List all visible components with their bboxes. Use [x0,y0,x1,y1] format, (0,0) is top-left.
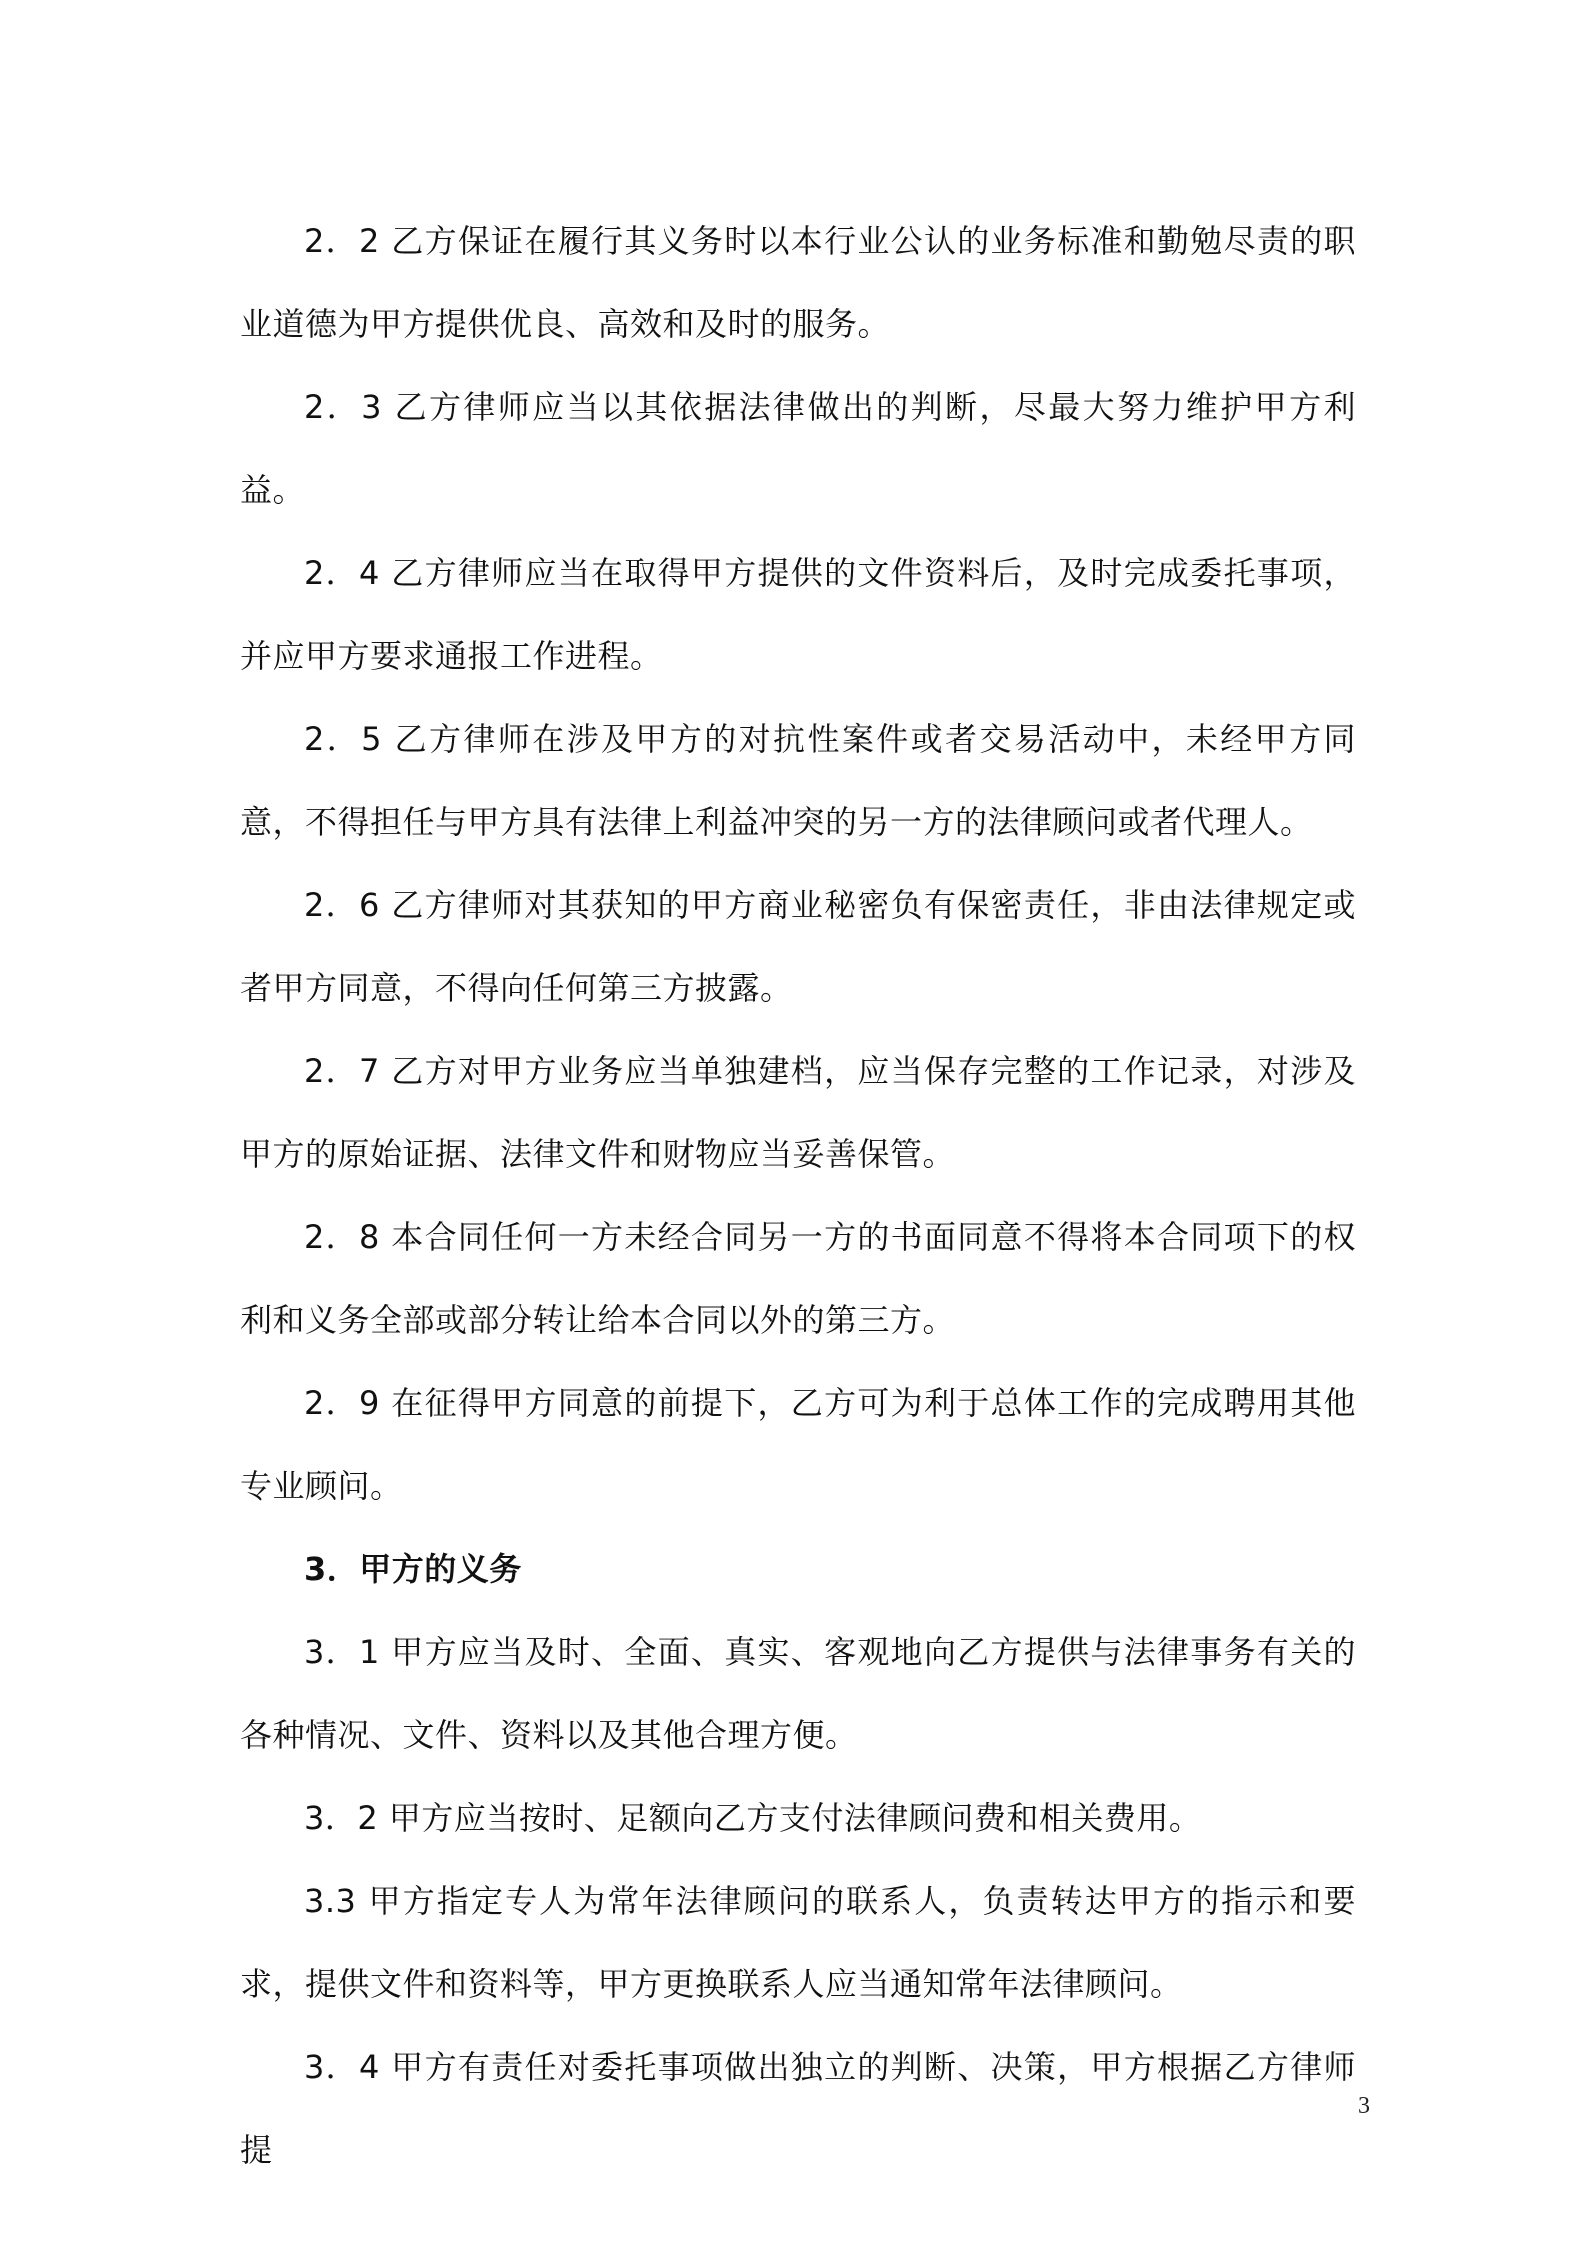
clause-2-6: 2．6 乙方律师对其获知的甲方商业秘密负有保密责任，非由法律规定或者甲方同意，不得向任何第三方披露。 [240,886,1356,1007]
clause-3-1: 3．1 甲方应当及时、全面、真实、客观地向乙方提供与法律事务有关的各种情况、文件、资料以及其他合理方便。 [240,1633,1356,1754]
clause-2-8: 2．8 本合同任何一方未经合同另一方的书面同意不得将本合同项下的权利和义务全部或部分转让给本合同以外的第三方。 [240,1218,1356,1339]
section-3-heading: 3．甲方的义务 [304,1550,522,1588]
clause-2-9: 2．9 在征得甲方同意的前提下，乙方可为利于总体工作的完成聘用其他专业顾问。 [240,1384,1356,1505]
clause-3-3: 3.3 甲方指定专人为常年法律顾问的联系人，负责转达甲方的指示和要求，提供文件和资料等，甲方更换联系人应当通知常年法律顾问。 [240,1882,1356,2003]
clause-3-4: 3．4 甲方有责任对委托事项做出独立的判断、决策，甲方根据乙方律师提 [240,2048,1356,2169]
clause-2-4: 2．4 乙方律师应当在取得甲方提供的文件资料后，及时完成委托事项，并应甲方要求通报工作进程。 [240,554,1356,675]
page-number: 3 [1358,2093,1370,2119]
document-body [240,200,1356,2192]
clause-2-3: 2．3 乙方律师应当以其依据法律做出的判断，尽最大努力维护甲方利益。 [240,388,1356,509]
clause-2-5: 2．5 乙方律师在涉及甲方的对抗性案件或者交易活动中，未经甲方同意，不得担任与甲方具有法律上利益冲突的另一方的法律顾问或者代理人。 [240,720,1356,841]
clause-3-2: 3．2 甲方应当按时、足额向乙方支付法律顾问费和相关费用。 [304,1799,1202,1837]
clause-2-7: 2．7 乙方对甲方业务应当单独建档，应当保存完整的工作记录，对涉及甲方的原始证据、法律文件和财物应当妥善保管。 [240,1052,1356,1173]
clause-2-2: 2．2 乙方保证在履行其义务时以本行业公认的业务标准和勤勉尽责的职业道德为甲方提供优良、高效和及时的服务。 [240,222,1356,343]
